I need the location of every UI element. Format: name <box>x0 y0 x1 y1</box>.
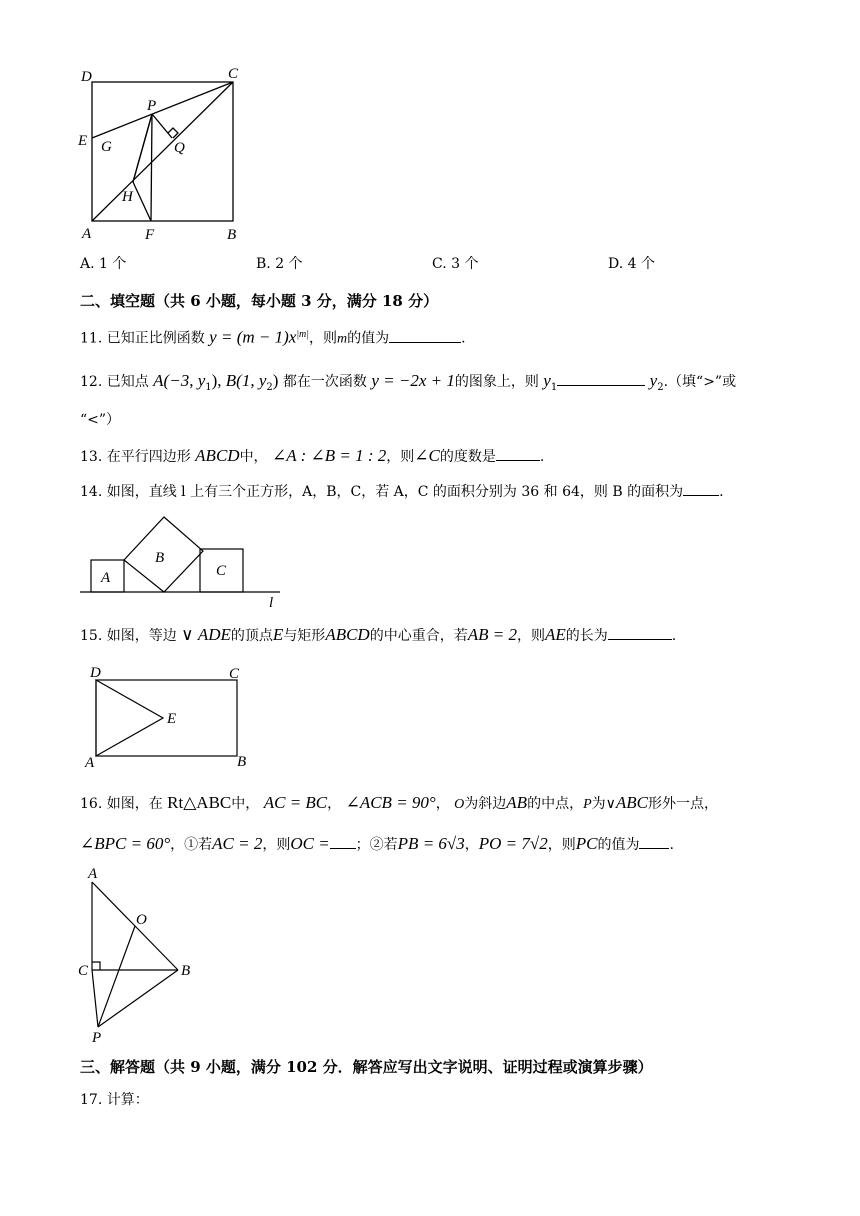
question-16-line2: ∠BPC = 60°，①若AC = 2，则OC = ；②若PB = 6√3，PO = 7√2，则PC的值为 . <box>80 834 674 853</box>
label-G: G <box>101 139 112 155</box>
label-t-C: C <box>78 963 89 979</box>
option-a[interactable]: A. 1 个 <box>80 256 127 272</box>
answer-blank-11[interactable] <box>389 327 461 343</box>
figure-q14 <box>78 510 288 610</box>
question-15: 15. 如图，等边 ∨ ADE的顶点E与矩形ABCD的中心重合，若AB = 2，则AE的长为 . <box>80 625 677 644</box>
label-F: F <box>145 227 155 243</box>
segment-cp <box>92 970 98 1027</box>
figure-q10 <box>70 60 260 250</box>
answer-blank-16a[interactable] <box>330 833 356 849</box>
label-r-E: E <box>167 711 177 727</box>
label-r-B: B <box>237 754 247 770</box>
figure-q15 <box>82 660 257 772</box>
label-Q: Q <box>174 140 185 156</box>
answer-blank-16b[interactable] <box>639 833 669 849</box>
diagonal-ac <box>92 82 233 221</box>
segment-op <box>98 926 135 1027</box>
right-angle-mark <box>92 962 100 970</box>
question-12-line2: “<”） <box>80 412 121 428</box>
option-c[interactable]: C. 3 个 <box>432 256 479 272</box>
label-r-A: A <box>85 755 95 771</box>
question-13: 13. 在平行四边形 ABCD中， ∠A : ∠B = 1 : 2，则∠C的度数是 . <box>80 446 545 465</box>
answer-blank-12[interactable] <box>557 370 645 386</box>
figure-q16 <box>74 864 204 1044</box>
label-C: C <box>228 66 239 82</box>
segment-ec <box>92 82 233 138</box>
label-sq-B: B <box>155 550 165 566</box>
label-sq-C: C <box>216 563 227 579</box>
label-A: A <box>82 226 92 242</box>
label-t-O: O <box>136 912 147 928</box>
answer-blank-13[interactable] <box>496 445 540 461</box>
label-E: E <box>78 133 88 149</box>
triangle-ade <box>96 680 163 756</box>
answer-blank-14[interactable] <box>683 480 719 496</box>
answer-blank-15[interactable] <box>608 624 672 640</box>
label-D: D <box>81 69 92 85</box>
label-B: B <box>227 227 237 243</box>
label-sq-A: A <box>101 570 111 586</box>
label-t-P: P <box>92 1030 102 1044</box>
label-r-D: D <box>90 665 101 681</box>
label-H: H <box>122 189 133 205</box>
option-d[interactable]: D. 4 个 <box>608 256 655 272</box>
label-line-l: l <box>269 595 274 610</box>
segment-bp <box>98 970 178 1027</box>
question-12: 12. 已知点 A(−3, $y_1$), B(1, $y_2$) 都在一次函数 y = −2x + 1的图象上，则 $y_1$ $y_2$.（填“>”或 <box>80 371 737 393</box>
question-17: 17. 计算： <box>80 1092 149 1108</box>
question-16-line1: 16. 如图，在 Rt△ABC中， AC = BC， ∠ACB = 90°， O为斜边AB的中点，P为∨ABC形外一点， <box>80 793 718 812</box>
section-2-title: 二、填空题（共 6 小题，每小题 3 分，满分 18 分） <box>80 292 439 310</box>
question-11: 11. 已知正比例函数 $y = (m - 1)x^{|m|}$，则m的值为 . <box>80 327 466 347</box>
label-P: P <box>147 98 157 114</box>
label-r-C: C <box>229 666 240 682</box>
question-14: 14. 如图，直线 l 上有三个正方形，A，B，C，若 A，C 的面积分别为 36 和 64，则 B 的面积为 . <box>80 480 724 502</box>
label-t-B: B <box>181 963 191 979</box>
section-3-title: 三、解答题（共 9 小题，满分 102 分．解答应写出文字说明、证明过程或演算步骤） <box>80 1058 653 1076</box>
option-b[interactable]: B. 2 个 <box>256 256 303 272</box>
label-t-A: A <box>88 866 98 882</box>
